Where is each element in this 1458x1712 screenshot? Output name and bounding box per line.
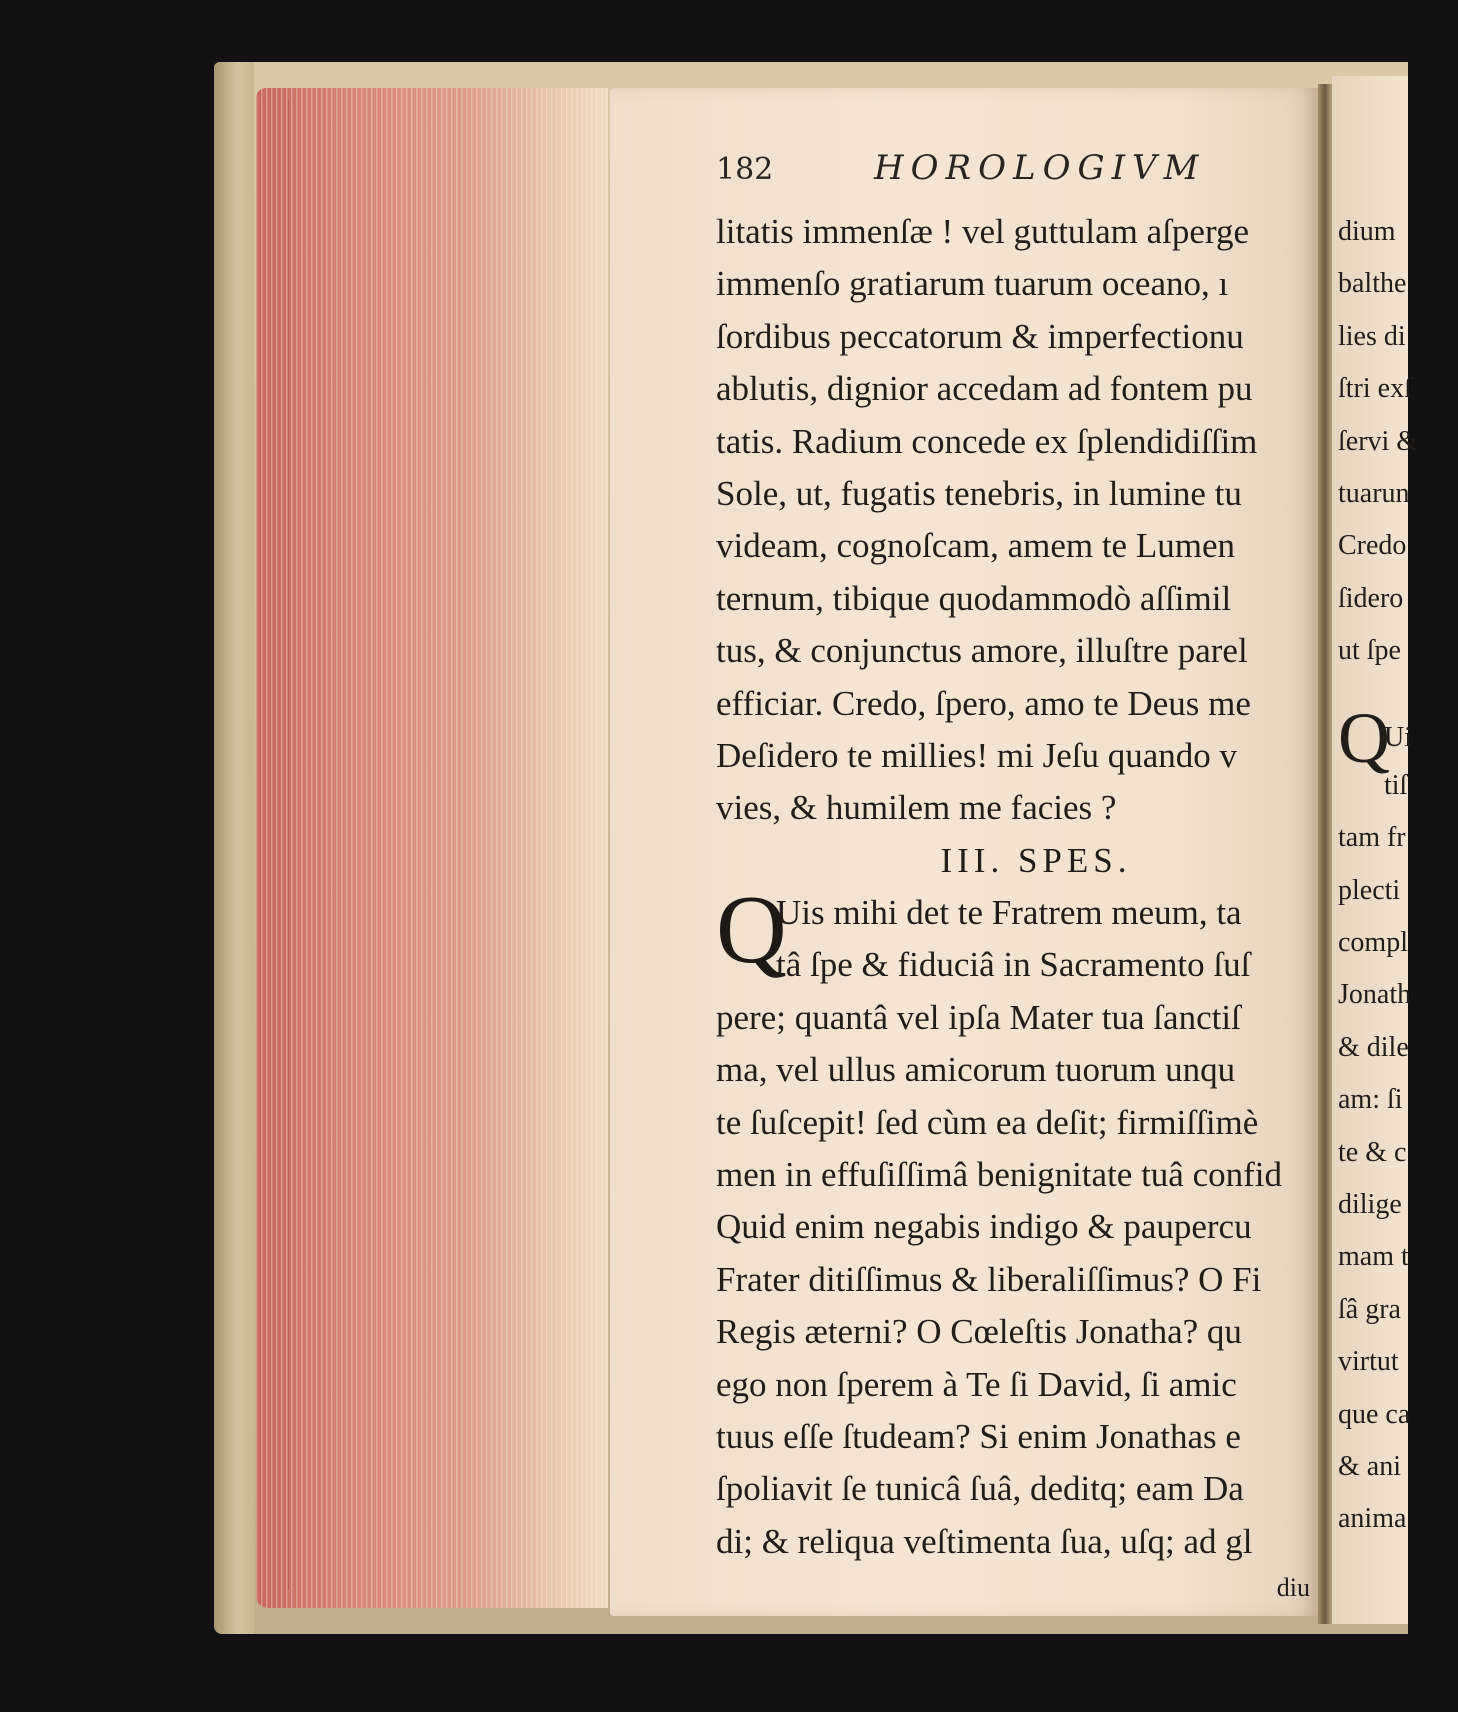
facing-page [1332, 76, 1419, 1624]
facing-line: te & c [1338, 1136, 1407, 1168]
facing-line: tiſ [1384, 769, 1408, 801]
facing-dropcap: Q [1338, 697, 1390, 778]
running-title: HOROLOGIVM [874, 148, 1206, 188]
text-line: Frater ditiſſimus & liberaliſſimus? O Fi [716, 1259, 1262, 1299]
facing-line: mam t [1338, 1241, 1409, 1273]
text-line: ma, vel ullus amicorum tuorum unqu [716, 1050, 1236, 1090]
dropcap-line [716, 939, 1316, 991]
text-line: Quid enim negabis indigo & paupercu [716, 1207, 1252, 1247]
text-line: pere; quantâ vel ipſa Mater tua ſanctiſ [716, 997, 1241, 1037]
facing-line: & ani [1338, 1450, 1401, 1482]
facing-line: ſervi & [1338, 425, 1419, 457]
facing-line: Jonath [1338, 979, 1412, 1011]
facing-line: ſâ gra [1338, 1293, 1401, 1325]
text-line: efficiar. Credo, ſpero, amo te Deus me [716, 683, 1251, 723]
text-line: tuus eſſe ſtudeam? Si enim Jonathas e [716, 1416, 1241, 1456]
text-line: ego non ſperem à Te ſi David, ſi amic [716, 1364, 1237, 1404]
text-line: ternum, tibique quodammodò aſſimil [716, 578, 1232, 618]
section-heading: III. SPES. [940, 840, 1132, 880]
facing-line: & dile [1338, 1031, 1409, 1063]
text-line: tus, & conjunctus amore, illuſtre parel [716, 631, 1248, 671]
facing-dropcap-line [1338, 697, 1458, 778]
dropcap-line-text: tâ ſpe & fiduciâ in Sacramento ſuſ [776, 945, 1251, 985]
dropcap-initial: Q [716, 876, 787, 985]
facing-line: ſidero [1338, 582, 1404, 614]
facing-line: virtut [1338, 1346, 1399, 1378]
text-line: immenſo gratiarum tuarum oceano, ı [716, 264, 1229, 304]
text-line: te ſuſcepit! ſed cùm ea deſit; firmiſſimè [716, 1102, 1259, 1142]
catchword: diu [1276, 1573, 1310, 1603]
text-line: litatis immenſæ ! vel guttulam aſperge [716, 212, 1249, 251]
text-line: videam, cognoſcam, amem te Lumen [716, 526, 1235, 566]
running-header [716, 148, 1216, 192]
facing-line: ut ſpe [1338, 635, 1401, 667]
text-line: Sole, ut, fugatis tenebris, in lumine tu [716, 473, 1242, 513]
facing-line: ſtri exſ [1338, 373, 1412, 405]
page-number: 182 [716, 152, 774, 187]
facing-line: dilige [1338, 1189, 1402, 1221]
text-line: ſordibus peccatorum & imperfectionu [716, 316, 1244, 356]
book-spine-edge [214, 62, 254, 1634]
text-line: ablutis, dignior accedam ad fontem pu [716, 369, 1253, 409]
facing-line: plecti [1338, 874, 1401, 906]
book-gutter [1318, 84, 1332, 1624]
facing-line: anima [1338, 1503, 1407, 1535]
facing-line: tam fr [1338, 822, 1406, 854]
facing-line: am: ſi [1338, 1084, 1403, 1116]
text-line: tatis. Radium concede ex ſplendidiſſim [716, 421, 1258, 461]
text-line: Deſidero te millies! mi Jeſu quando v [716, 735, 1238, 775]
facing-line: que ca [1338, 1398, 1411, 1430]
text-line: vies, & humilem me facies ? [716, 788, 1117, 828]
text-line: Regis æterni? O Cœleſtis Jonatha? qu [716, 1312, 1242, 1352]
facing-line: dium [1338, 216, 1396, 247]
page-block-line [288, 100, 609, 1590]
facing-dropcap-rest: Ui [1384, 721, 1412, 753]
text-line: men in effuſiſſimâ benignitate tuâ confid [716, 1155, 1282, 1195]
facing-line: tuarun [1338, 477, 1410, 509]
dropcap-line-text: Uis mihi det te Fratrem meum, ta [776, 893, 1242, 933]
facing-line: Credo [1338, 530, 1407, 562]
body-text [716, 206, 1316, 1608]
text-line: di; & reliqua veſtimenta ſua, uſq; ad gl [716, 1521, 1253, 1561]
facing-line: lies di [1338, 320, 1406, 352]
text-line: ſpoliavit ſe tunicâ ſuâ, deditq; eam Da [716, 1469, 1244, 1509]
facing-line: compl [1338, 927, 1408, 959]
facing-line: balthe [1338, 268, 1407, 300]
facing-page-text [1338, 206, 1458, 1546]
